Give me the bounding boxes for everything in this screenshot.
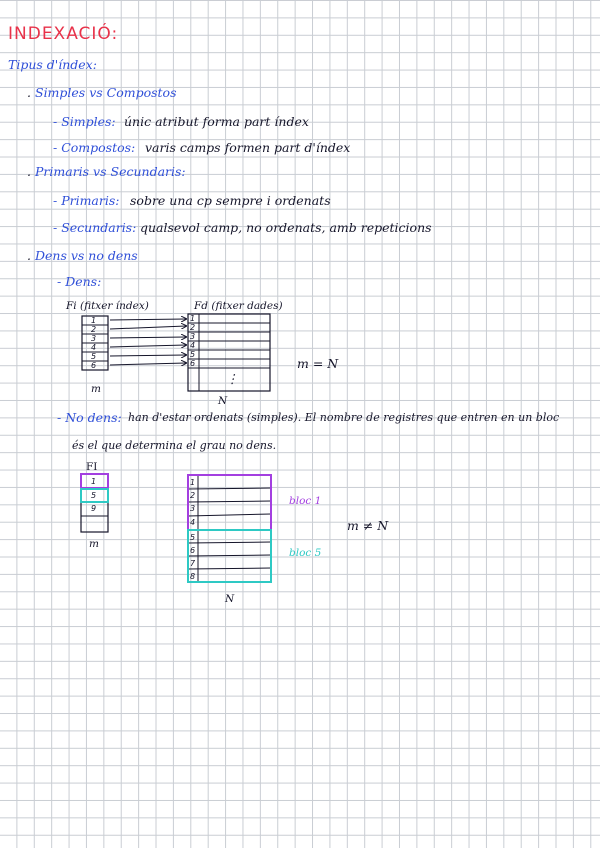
label-compostos: - Compostos: [53, 140, 136, 155]
nd-fd-row-7: 7 [190, 559, 196, 568]
fi-row-6: 6 [91, 361, 97, 370]
fd-row-6: 6 [190, 359, 196, 368]
nondense-relation: m ≠ N [347, 518, 389, 533]
dense-fd-table [188, 314, 270, 391]
label-dens: - Dens: [57, 274, 102, 289]
desc-compostos: varis camps formen part d'índex [145, 140, 351, 155]
nd-fd-row-1: 1 [190, 478, 196, 487]
dense-n-label: N [218, 395, 228, 407]
nd-fd-row-6: 6 [190, 546, 196, 555]
nd-fi-row-3: 9 [91, 504, 97, 513]
fd-row-5: 5 [190, 350, 196, 359]
desc-simples: únic atribut forma part índex [124, 114, 309, 129]
label-no-dens: - No dens: [57, 410, 122, 425]
bullet-dot: . [27, 248, 31, 263]
dense-arrows [110, 319, 186, 365]
dense-relation: m = N [297, 356, 339, 371]
bullet-dot: . [27, 164, 31, 179]
nd-fi-label: FI [86, 461, 98, 473]
section-heading: Tipus d'índex: [8, 57, 97, 72]
label-simples: - Simples: [53, 114, 116, 129]
nd-fd-row-5: 5 [190, 533, 196, 542]
heading-primary-vs-secondary: Primaris vs Secundaris: [35, 164, 186, 179]
heading-simple-vs-composed: Simples vs Compostos [35, 85, 177, 100]
desc-no-dens-1: han d'estar ordenats (simples). El nombre de registres que entren en un bloc [128, 411, 560, 424]
fi-row-5: 5 [91, 352, 97, 361]
nd-fd-row-8: 8 [190, 572, 196, 581]
fd-row-3: 3 [190, 332, 196, 341]
fd-row-2: 2 [190, 323, 196, 332]
bloc1-label: bloc 1 [289, 495, 322, 507]
fd-dots: ⋮ [226, 371, 239, 386]
desc-no-dens-2: és el que determina el grau no dens. [72, 439, 277, 452]
label-secundaris: - Secundaris: [53, 220, 137, 235]
bloc5-label: bloc 5 [289, 547, 322, 559]
dense-fi-table [82, 316, 108, 370]
fd-row-1: 1 [190, 314, 196, 323]
nd-n-label: N [225, 593, 235, 605]
fi-row-2: 2 [91, 325, 97, 334]
label-primaris: - Primaris: [53, 193, 120, 208]
fi-row-3: 3 [91, 334, 97, 343]
desc-primaris: sobre una cp sempre i ordenats [130, 193, 331, 208]
fd-label: Fd (fitxer dades) [194, 300, 283, 312]
page-title: INDEXACIÓ: [8, 24, 119, 44]
nondense-fi-table [81, 474, 108, 532]
nd-m-label: m [89, 538, 99, 550]
fi-label: Fi (fitxer índex) [66, 300, 149, 312]
nd-fd-row-3: 3 [190, 504, 196, 513]
nd-fd-row-2: 2 [190, 491, 196, 500]
nd-fi-row-2: 5 [91, 491, 97, 500]
fi-row-1: 1 [91, 316, 97, 325]
nd-fi-row-1: 1 [91, 477, 97, 486]
dense-m-label: m [91, 383, 101, 395]
fd-row-4: 4 [190, 341, 196, 350]
heading-dense: Dens vs no dens [35, 248, 138, 263]
bullet-dot: . [27, 85, 31, 100]
fi-row-4: 4 [91, 343, 97, 352]
nondense-fd-table [188, 475, 271, 582]
desc-secundaris: qualsevol camp, no ordenats, amb repeticions [140, 220, 432, 235]
nd-fd-row-4: 4 [190, 518, 196, 527]
